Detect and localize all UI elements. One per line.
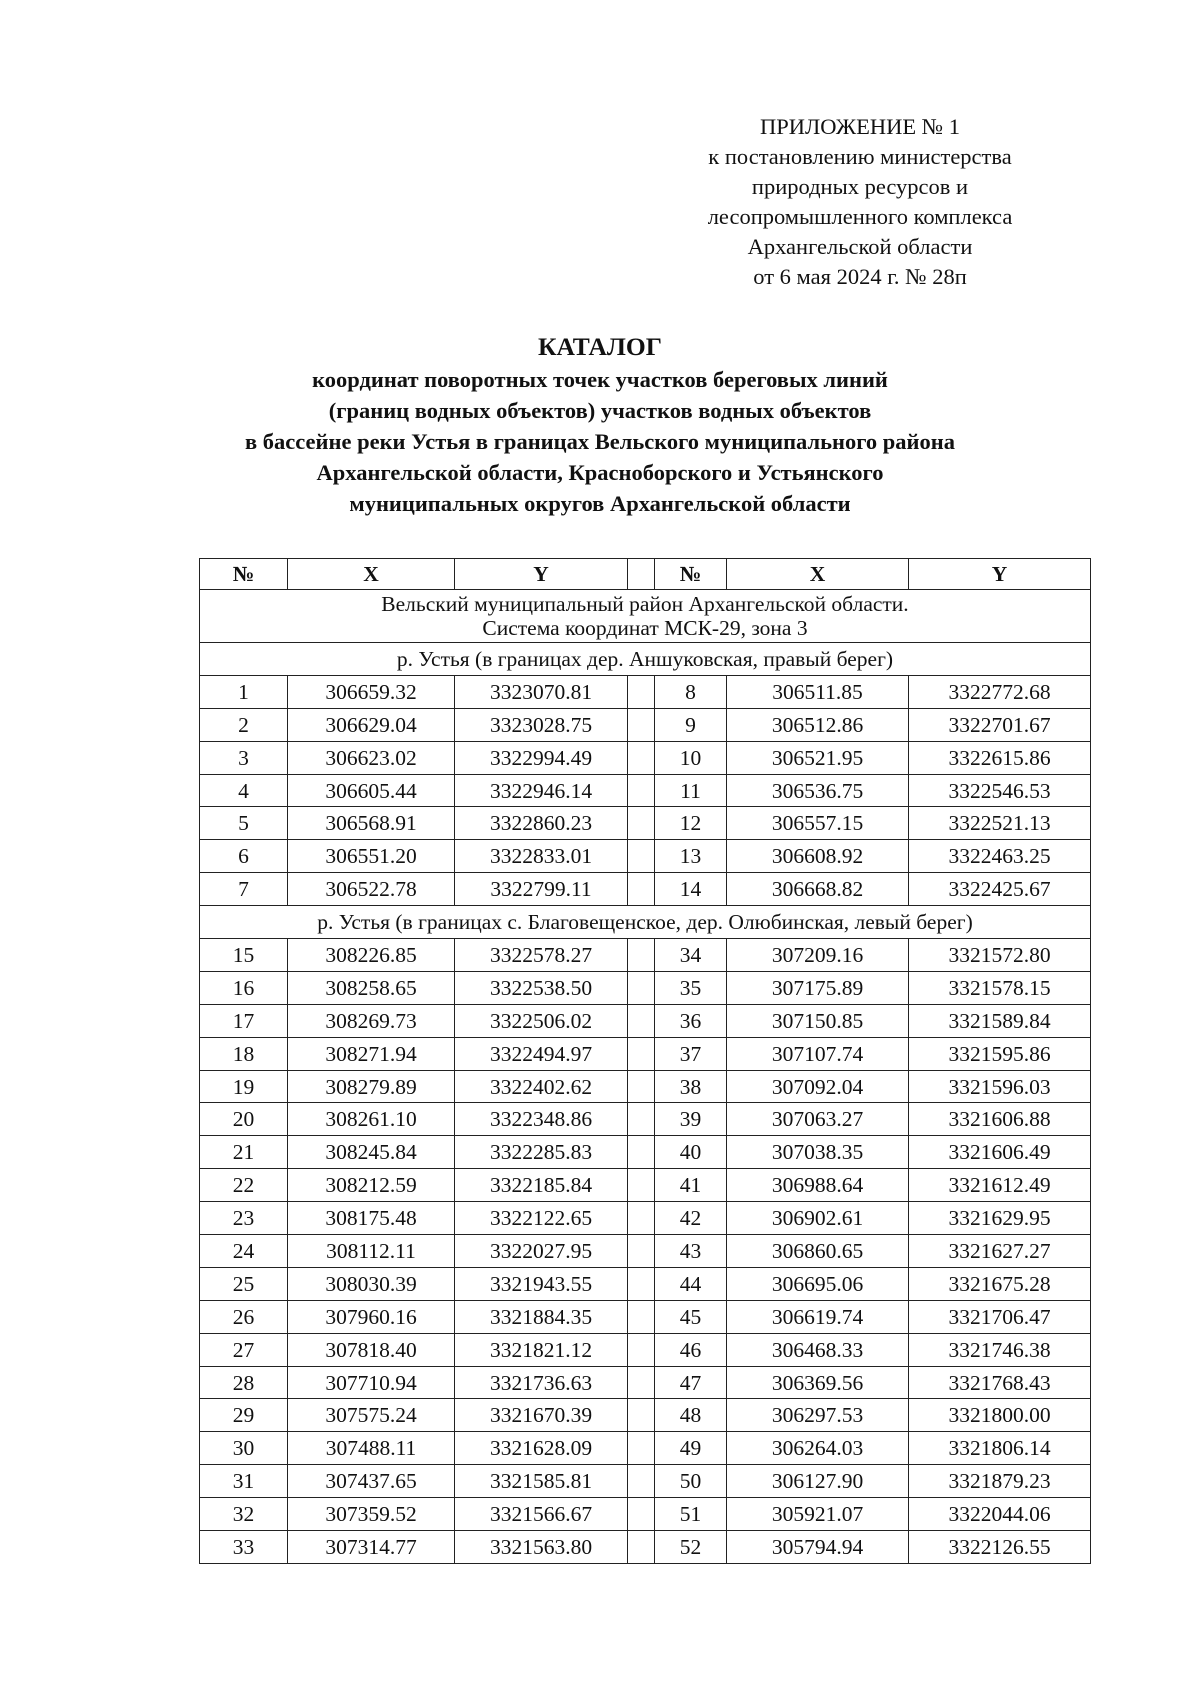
y-coordinate-cell: 3322701.67 bbox=[909, 708, 1091, 741]
point-number-cell: 24 bbox=[200, 1235, 288, 1268]
appendix-line: к постановлению министерства bbox=[708, 144, 1012, 169]
x-coordinate-cell: 308271.94 bbox=[288, 1037, 455, 1070]
y-coordinate-cell: 3321612.49 bbox=[909, 1169, 1091, 1202]
x-coordinate-cell: 307488.11 bbox=[288, 1432, 455, 1465]
point-number-cell: 16 bbox=[200, 971, 288, 1004]
spacer-cell bbox=[628, 1070, 655, 1103]
column-header-spacer bbox=[628, 559, 655, 590]
y-coordinate-cell: 3322538.50 bbox=[455, 971, 628, 1004]
y-coordinate-cell: 3321746.38 bbox=[909, 1333, 1091, 1366]
point-number-cell: 13 bbox=[655, 840, 727, 873]
x-coordinate-cell: 305921.07 bbox=[727, 1498, 909, 1531]
y-coordinate-cell: 3322122.65 bbox=[455, 1202, 628, 1235]
y-coordinate-cell: 3321589.84 bbox=[909, 1004, 1091, 1037]
y-coordinate-cell: 3322425.67 bbox=[909, 873, 1091, 906]
x-coordinate-cell: 306659.32 bbox=[288, 675, 455, 708]
x-coordinate-cell: 307575.24 bbox=[288, 1399, 455, 1432]
y-coordinate-cell: 3321736.63 bbox=[455, 1366, 628, 1399]
table-row bbox=[200, 1267, 1091, 1300]
y-coordinate-cell: 3322126.55 bbox=[909, 1531, 1091, 1564]
spacer-cell bbox=[628, 1465, 655, 1498]
document-title bbox=[150, 330, 1050, 519]
y-coordinate-cell: 3321884.35 bbox=[455, 1300, 628, 1333]
x-coordinate-cell: 306623.02 bbox=[288, 741, 455, 774]
spacer-cell bbox=[628, 1235, 655, 1268]
point-number-cell: 50 bbox=[655, 1465, 727, 1498]
title-heading: КАТАЛОГ bbox=[538, 332, 662, 361]
point-number-cell: 22 bbox=[200, 1169, 288, 1202]
column-header: X bbox=[727, 559, 909, 590]
point-number-cell: 11 bbox=[655, 774, 727, 807]
y-coordinate-cell: 3321768.43 bbox=[909, 1366, 1091, 1399]
x-coordinate-cell: 307314.77 bbox=[288, 1531, 455, 1564]
x-coordinate-cell: 307092.04 bbox=[727, 1070, 909, 1103]
y-coordinate-cell: 3322506.02 bbox=[455, 1004, 628, 1037]
table-row bbox=[200, 774, 1091, 807]
y-coordinate-cell: 3322027.95 bbox=[455, 1235, 628, 1268]
point-number-cell: 21 bbox=[200, 1136, 288, 1169]
x-coordinate-cell: 306902.61 bbox=[727, 1202, 909, 1235]
y-coordinate-cell: 3322285.83 bbox=[455, 1136, 628, 1169]
x-coordinate-cell: 306536.75 bbox=[727, 774, 909, 807]
x-coordinate-cell: 307359.52 bbox=[288, 1498, 455, 1531]
point-number-cell: 51 bbox=[655, 1498, 727, 1531]
x-coordinate-cell: 306695.06 bbox=[727, 1267, 909, 1300]
point-number-cell: 14 bbox=[655, 873, 727, 906]
x-coordinate-cell: 307038.35 bbox=[727, 1136, 909, 1169]
point-number-cell: 48 bbox=[655, 1399, 727, 1432]
x-coordinate-cell: 306297.53 bbox=[727, 1399, 909, 1432]
spacer-cell bbox=[628, 1300, 655, 1333]
spacer-cell bbox=[628, 1202, 655, 1235]
x-coordinate-cell: 307710.94 bbox=[288, 1366, 455, 1399]
spacer-cell bbox=[628, 675, 655, 708]
table-row bbox=[200, 1432, 1091, 1465]
y-coordinate-cell: 3321800.00 bbox=[909, 1399, 1091, 1432]
table-row bbox=[200, 675, 1091, 708]
y-coordinate-cell: 3322463.25 bbox=[909, 840, 1091, 873]
point-number-cell: 4 bbox=[200, 774, 288, 807]
point-number-cell: 15 bbox=[200, 939, 288, 972]
y-coordinate-cell: 3321563.80 bbox=[455, 1531, 628, 1564]
point-number-cell: 1 bbox=[200, 675, 288, 708]
point-number-cell: 19 bbox=[200, 1070, 288, 1103]
point-number-cell: 23 bbox=[200, 1202, 288, 1235]
y-coordinate-cell: 3321585.81 bbox=[455, 1465, 628, 1498]
x-coordinate-cell: 307107.74 bbox=[727, 1037, 909, 1070]
y-coordinate-cell: 3321595.86 bbox=[909, 1037, 1091, 1070]
spacer-cell bbox=[628, 939, 655, 972]
point-number-cell: 9 bbox=[655, 708, 727, 741]
x-coordinate-cell: 308261.10 bbox=[288, 1103, 455, 1136]
spacer-cell bbox=[628, 1004, 655, 1037]
y-coordinate-cell: 3321578.15 bbox=[909, 971, 1091, 1004]
x-coordinate-cell: 308269.73 bbox=[288, 1004, 455, 1037]
district-line: Система координат МСК-29, зона 3 bbox=[482, 616, 808, 640]
x-coordinate-cell: 306264.03 bbox=[727, 1432, 909, 1465]
point-number-cell: 26 bbox=[200, 1300, 288, 1333]
point-number-cell: 29 bbox=[200, 1399, 288, 1432]
x-coordinate-cell: 306512.86 bbox=[727, 708, 909, 741]
y-coordinate-cell: 3321706.47 bbox=[909, 1300, 1091, 1333]
point-number-cell: 3 bbox=[200, 741, 288, 774]
spacer-cell bbox=[628, 1399, 655, 1432]
point-number-cell: 31 bbox=[200, 1465, 288, 1498]
point-number-cell: 47 bbox=[655, 1366, 727, 1399]
x-coordinate-cell: 306557.15 bbox=[727, 807, 909, 840]
x-coordinate-cell: 307437.65 bbox=[288, 1465, 455, 1498]
table-row bbox=[200, 840, 1091, 873]
x-coordinate-cell: 308245.84 bbox=[288, 1136, 455, 1169]
spacer-cell bbox=[628, 1333, 655, 1366]
section-row bbox=[200, 643, 1091, 676]
section-row bbox=[200, 906, 1091, 939]
point-number-cell: 8 bbox=[655, 675, 727, 708]
x-coordinate-cell: 306619.74 bbox=[727, 1300, 909, 1333]
point-number-cell: 41 bbox=[655, 1169, 727, 1202]
y-coordinate-cell: 3321806.14 bbox=[909, 1432, 1091, 1465]
x-coordinate-cell: 308279.89 bbox=[288, 1070, 455, 1103]
y-coordinate-cell: 3323028.75 bbox=[455, 708, 628, 741]
y-coordinate-cell: 3322185.84 bbox=[455, 1169, 628, 1202]
table-row bbox=[200, 1300, 1091, 1333]
x-coordinate-cell: 307818.40 bbox=[288, 1333, 455, 1366]
table-row bbox=[200, 1037, 1091, 1070]
point-number-cell: 25 bbox=[200, 1267, 288, 1300]
x-coordinate-cell: 306860.65 bbox=[727, 1235, 909, 1268]
x-coordinate-cell: 306605.44 bbox=[288, 774, 455, 807]
y-coordinate-cell: 3322799.11 bbox=[455, 873, 628, 906]
y-coordinate-cell: 3322860.23 bbox=[455, 807, 628, 840]
table-row bbox=[200, 971, 1091, 1004]
x-coordinate-cell: 306511.85 bbox=[727, 675, 909, 708]
appendix-line: ПРИЛОЖЕНИЕ № 1 bbox=[759, 114, 961, 139]
point-number-cell: 20 bbox=[200, 1103, 288, 1136]
x-coordinate-cell: 307960.16 bbox=[288, 1300, 455, 1333]
point-number-cell: 32 bbox=[200, 1498, 288, 1531]
title-line: (границ водных объектов) участков водных объектов bbox=[328, 398, 872, 423]
spacer-cell bbox=[628, 1103, 655, 1136]
y-coordinate-cell: 3323070.81 bbox=[455, 675, 628, 708]
table-row bbox=[200, 1235, 1091, 1268]
spacer-cell bbox=[628, 1037, 655, 1070]
table-row bbox=[200, 807, 1091, 840]
spacer-cell bbox=[628, 971, 655, 1004]
x-coordinate-cell: 306988.64 bbox=[727, 1169, 909, 1202]
spacer-cell bbox=[628, 1498, 655, 1531]
point-number-cell: 43 bbox=[655, 1235, 727, 1268]
spacer-cell bbox=[628, 873, 655, 906]
point-number-cell: 46 bbox=[655, 1333, 727, 1366]
x-coordinate-cell: 308030.39 bbox=[288, 1267, 455, 1300]
table-row bbox=[200, 873, 1091, 906]
point-number-cell: 5 bbox=[200, 807, 288, 840]
x-coordinate-cell: 306668.82 bbox=[727, 873, 909, 906]
table-row bbox=[200, 1465, 1091, 1498]
y-coordinate-cell: 3321821.12 bbox=[455, 1333, 628, 1366]
spacer-cell bbox=[628, 1432, 655, 1465]
spacer-cell bbox=[628, 1267, 655, 1300]
point-number-cell: 12 bbox=[655, 807, 727, 840]
point-number-cell: 38 bbox=[655, 1070, 727, 1103]
point-number-cell: 17 bbox=[200, 1004, 288, 1037]
y-coordinate-cell: 3321943.55 bbox=[455, 1267, 628, 1300]
point-number-cell: 28 bbox=[200, 1366, 288, 1399]
y-coordinate-cell: 3321627.27 bbox=[909, 1235, 1091, 1268]
table-header-row bbox=[200, 559, 1091, 590]
point-number-cell: 40 bbox=[655, 1136, 727, 1169]
y-coordinate-cell: 3322521.13 bbox=[909, 807, 1091, 840]
y-coordinate-cell: 3322044.06 bbox=[909, 1498, 1091, 1531]
y-coordinate-cell: 3322772.68 bbox=[909, 675, 1091, 708]
table-row bbox=[200, 1333, 1091, 1366]
table-row bbox=[200, 1004, 1091, 1037]
point-number-cell: 49 bbox=[655, 1432, 727, 1465]
table-row bbox=[200, 708, 1091, 741]
y-coordinate-cell: 3321572.80 bbox=[909, 939, 1091, 972]
y-coordinate-cell: 3322402.62 bbox=[455, 1070, 628, 1103]
x-coordinate-cell: 308112.11 bbox=[288, 1235, 455, 1268]
x-coordinate-cell: 306568.91 bbox=[288, 807, 455, 840]
district-line: Вельский муниципальный район Архангельской области. bbox=[381, 592, 909, 616]
table-row bbox=[200, 1399, 1091, 1432]
y-coordinate-cell: 3321628.09 bbox=[455, 1432, 628, 1465]
district-row bbox=[200, 590, 1091, 643]
table-row bbox=[200, 1498, 1091, 1531]
column-header: Y bbox=[455, 559, 628, 590]
title-line: муниципальных округов Архангельской области bbox=[349, 491, 851, 516]
point-number-cell: 36 bbox=[655, 1004, 727, 1037]
title-line: координат поворотных точек участков береговых линий bbox=[312, 367, 888, 392]
table-row bbox=[200, 1136, 1091, 1169]
column-header: Y bbox=[909, 559, 1091, 590]
column-header: № bbox=[200, 559, 288, 590]
section-title: р. Устья (в границах с. Благовещенское, дер. Олюбинская, левый берег) bbox=[200, 906, 1091, 939]
x-coordinate-cell: 308258.65 bbox=[288, 971, 455, 1004]
y-coordinate-cell: 3322833.01 bbox=[455, 840, 628, 873]
title-line: Архангельской области, Красноборского и Устьянского bbox=[316, 460, 884, 485]
appendix-line: лесопромышленного комплекса bbox=[707, 204, 1013, 229]
y-coordinate-cell: 3321670.39 bbox=[455, 1399, 628, 1432]
point-number-cell: 35 bbox=[655, 971, 727, 1004]
x-coordinate-cell: 306127.90 bbox=[727, 1465, 909, 1498]
x-coordinate-cell: 308175.48 bbox=[288, 1202, 455, 1235]
appendix-block bbox=[660, 112, 1060, 292]
point-number-cell: 27 bbox=[200, 1333, 288, 1366]
point-number-cell: 33 bbox=[200, 1531, 288, 1564]
table-row bbox=[200, 1070, 1091, 1103]
spacer-cell bbox=[628, 1366, 655, 1399]
spacer-cell bbox=[628, 807, 655, 840]
x-coordinate-cell: 307063.27 bbox=[727, 1103, 909, 1136]
y-coordinate-cell: 3322546.53 bbox=[909, 774, 1091, 807]
spacer-cell bbox=[628, 1136, 655, 1169]
appendix-line: от 6 мая 2024 г. № 28п bbox=[753, 264, 967, 289]
x-coordinate-cell: 306629.04 bbox=[288, 708, 455, 741]
x-coordinate-cell: 305794.94 bbox=[727, 1531, 909, 1564]
point-number-cell: 44 bbox=[655, 1267, 727, 1300]
point-number-cell: 30 bbox=[200, 1432, 288, 1465]
appendix-line: природных ресурсов и bbox=[751, 174, 969, 199]
table-row bbox=[200, 1169, 1091, 1202]
point-number-cell: 18 bbox=[200, 1037, 288, 1070]
spacer-cell bbox=[628, 1531, 655, 1564]
y-coordinate-cell: 3322494.97 bbox=[455, 1037, 628, 1070]
x-coordinate-cell: 306608.92 bbox=[727, 840, 909, 873]
x-coordinate-cell: 307150.85 bbox=[727, 1004, 909, 1037]
column-header: X bbox=[288, 559, 455, 590]
y-coordinate-cell: 3322946.14 bbox=[455, 774, 628, 807]
point-number-cell: 39 bbox=[655, 1103, 727, 1136]
table-row bbox=[200, 939, 1091, 972]
y-coordinate-cell: 3322615.86 bbox=[909, 741, 1091, 774]
x-coordinate-cell: 308226.85 bbox=[288, 939, 455, 972]
table-row bbox=[200, 741, 1091, 774]
point-number-cell: 10 bbox=[655, 741, 727, 774]
point-number-cell: 34 bbox=[655, 939, 727, 972]
point-number-cell: 2 bbox=[200, 708, 288, 741]
point-number-cell: 6 bbox=[200, 840, 288, 873]
spacer-cell bbox=[628, 774, 655, 807]
y-coordinate-cell: 3322578.27 bbox=[455, 939, 628, 972]
x-coordinate-cell: 307175.89 bbox=[727, 971, 909, 1004]
x-coordinate-cell: 306369.56 bbox=[727, 1366, 909, 1399]
y-coordinate-cell: 3321629.95 bbox=[909, 1202, 1091, 1235]
spacer-cell bbox=[628, 708, 655, 741]
y-coordinate-cell: 3321566.67 bbox=[455, 1498, 628, 1531]
point-number-cell: 7 bbox=[200, 873, 288, 906]
table-row bbox=[200, 1366, 1091, 1399]
point-number-cell: 45 bbox=[655, 1300, 727, 1333]
point-number-cell: 37 bbox=[655, 1037, 727, 1070]
appendix-line: Архангельской области bbox=[747, 234, 973, 259]
point-number-cell: 42 bbox=[655, 1202, 727, 1235]
section-title: р. Устья (в границах дер. Аншуковская, правый берег) bbox=[200, 643, 1091, 676]
table-row bbox=[200, 1202, 1091, 1235]
point-number-cell: 52 bbox=[655, 1531, 727, 1564]
x-coordinate-cell: 306468.33 bbox=[727, 1333, 909, 1366]
y-coordinate-cell: 3321879.23 bbox=[909, 1465, 1091, 1498]
y-coordinate-cell: 3321675.28 bbox=[909, 1267, 1091, 1300]
district-cell bbox=[200, 590, 1091, 643]
spacer-cell bbox=[628, 741, 655, 774]
x-coordinate-cell: 306551.20 bbox=[288, 840, 455, 873]
column-header: № bbox=[655, 559, 727, 590]
table-row bbox=[200, 1103, 1091, 1136]
y-coordinate-cell: 3322348.86 bbox=[455, 1103, 628, 1136]
table-body bbox=[200, 590, 1091, 1564]
y-coordinate-cell: 3321596.03 bbox=[909, 1070, 1091, 1103]
table-row bbox=[200, 1531, 1091, 1564]
y-coordinate-cell: 3321606.88 bbox=[909, 1103, 1091, 1136]
x-coordinate-cell: 308212.59 bbox=[288, 1169, 455, 1202]
title-line: в бассейне реки Устья в границах Вельского муниципального района bbox=[245, 429, 955, 454]
spacer-cell bbox=[628, 840, 655, 873]
y-coordinate-cell: 3321606.49 bbox=[909, 1136, 1091, 1169]
x-coordinate-cell: 306522.78 bbox=[288, 873, 455, 906]
x-coordinate-cell: 307209.16 bbox=[727, 939, 909, 972]
y-coordinate-cell: 3322994.49 bbox=[455, 741, 628, 774]
spacer-cell bbox=[628, 1169, 655, 1202]
x-coordinate-cell: 306521.95 bbox=[727, 741, 909, 774]
coordinates-table bbox=[199, 558, 1091, 1564]
